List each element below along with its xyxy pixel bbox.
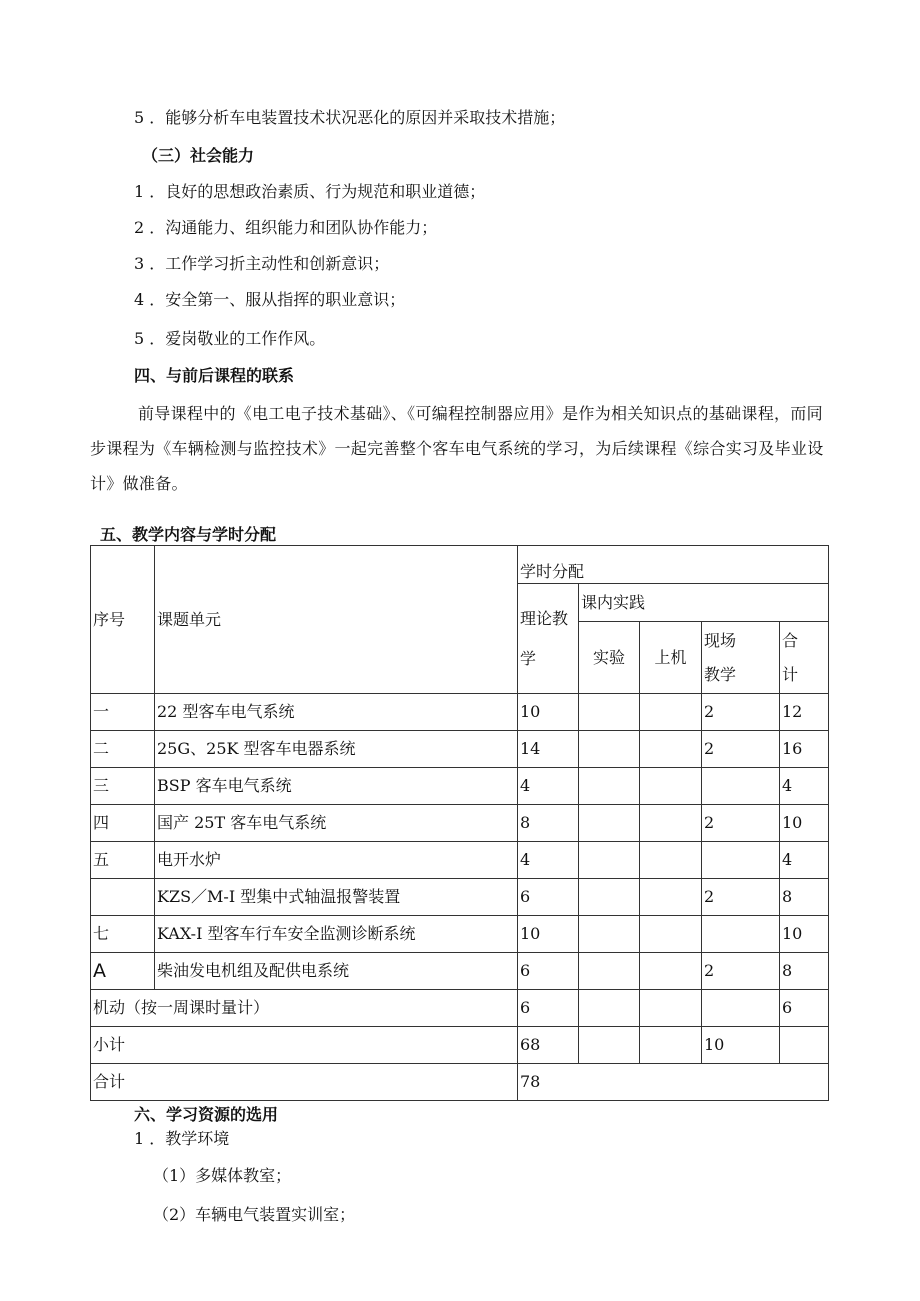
header-field-line1: 现场 [704,630,737,650]
teaching-environment: 1 ．教学环境 [134,1129,230,1148]
row-unit: 柴油发电机组及配供电系统 [155,953,518,990]
resources-heading: 六、学习资源的选用 [134,1105,279,1124]
course-relation-paragraph: 前导课程中的《电工电子技术基础》、《可编程控制器应用》是作为相关知识点的基础课程，而同步课程为《车辆检测与监控技术》一起完善整个客车电气系统的学习，为后续课程《综合实习及毕业设计》做准备。 [90,404,824,493]
row-total: 16 [780,731,829,768]
row-field: 2 [702,953,780,990]
subtotal-theory: 68 [518,1027,579,1064]
table-row [91,805,829,842]
resource-item-2: （2）车辆电气装置实训室； [153,1205,356,1224]
row-computer [640,953,702,990]
row-theory: 4 [518,842,579,879]
row-seq [91,879,155,916]
header-total-line1: 合 [782,630,799,650]
reserve-row [91,990,829,1027]
grand-total-value: 78 [518,1064,829,1101]
row-theory: 4 [518,768,579,805]
header-seq: 序号 [91,546,155,694]
row-unit: 22 型客车电气系统 [155,694,518,731]
header-theory-line2: 学 [520,648,537,668]
row-total: 12 [780,694,829,731]
row-computer [640,694,702,731]
row-computer [640,842,702,879]
reserve-computer [640,990,702,1027]
row-field: 2 [702,731,780,768]
row-seq: A [91,953,155,990]
header-theory [518,584,579,694]
row-experiment [579,731,640,768]
row-seq: 一 [91,694,155,731]
subtotal-experiment [579,1027,640,1064]
subtotal-label: 小计 [91,1027,518,1064]
row-experiment [579,694,640,731]
row-seq: 五 [91,842,155,879]
table-row [91,731,829,768]
table-row [91,879,829,916]
header-total [780,622,829,694]
row-experiment [579,916,640,953]
row-field: 2 [702,879,780,916]
table-row [91,916,829,953]
course-relation-heading: 四、与前后课程的联系 [134,366,295,385]
row-unit: 电开水炉 [155,842,518,879]
row-theory: 6 [518,953,579,990]
row-theory: 10 [518,916,579,953]
header-theory-line1: 理论教 [520,608,569,628]
row-total: 10 [780,916,829,953]
row-computer [640,731,702,768]
subtotal-field: 10 [702,1027,780,1064]
subtotal-computer [640,1027,702,1064]
row-seq: 二 [91,731,155,768]
subtotal-total [780,1027,829,1064]
reserve-field [702,990,780,1027]
row-experiment [579,842,640,879]
row-experiment [579,805,640,842]
reserve-label: 机动（按一周课时量计） [91,990,518,1027]
social-item-4: 4 ．安全第一、服从指挥的职业意识； [134,290,406,309]
row-seq: 四 [91,805,155,842]
row-unit: BSP 客车电气系统 [155,768,518,805]
row-unit: 国产 25T 客车电气系统 [155,805,518,842]
row-computer [640,879,702,916]
grand-total-label: 合计 [91,1064,518,1101]
header-field-teaching [702,622,780,694]
row-theory: 8 [518,805,579,842]
header-unit: 课题单元 [155,546,518,694]
header-field-line2: 教学 [704,664,737,684]
social-item-1: 1 ．良好的思想政治素质、行为规范和职业道德； [134,182,486,201]
header-in-class-practice: 课内实践 [579,584,829,622]
table-row [91,694,829,731]
social-item-3: 3 ．工作学习折主动性和创新意识； [134,254,390,273]
row-theory: 6 [518,879,579,916]
social-ability-heading: （三）社会能力 [142,146,255,165]
reserve-total: 6 [780,990,829,1027]
header-hours-allocation: 学时分配 [518,546,829,584]
row-seq: 三 [91,768,155,805]
table-row [91,842,829,879]
table-row [91,953,829,990]
row-field: 2 [702,805,780,842]
social-item-5: 5 ．爱岗敬业的工作作风。 [134,329,326,348]
hours-allocation-table [90,545,829,1101]
resource-item-1: （1）多媒体教室； [153,1166,292,1185]
row-unit: KAX-I 型客车行车安全监测诊断系统 [155,916,518,953]
grand-total-row [91,1064,829,1101]
row-theory: 10 [518,694,579,731]
reserve-theory: 6 [518,990,579,1027]
row-field [702,768,780,805]
social-item-2: 2 ．沟通能力、组织能力和团队协作能力； [134,218,438,237]
row-field: 2 [702,694,780,731]
header-experiment: 实验 [579,622,640,694]
row-total: 4 [780,842,829,879]
header-computer: 上机 [640,622,702,694]
row-computer [640,805,702,842]
row-seq: 七 [91,916,155,953]
row-total: 8 [780,953,829,990]
row-total: 8 [780,879,829,916]
row-computer [640,916,702,953]
row-unit: KZS／M-I 型集中式轴温报警装置 [155,879,518,916]
header-total-line2: 计 [782,664,799,684]
row-theory: 14 [518,731,579,768]
row-unit: 25G、25K 型客车电器系统 [155,731,518,768]
row-field [702,916,780,953]
subtotal-row [91,1027,829,1064]
row-experiment [579,879,640,916]
row-experiment [579,953,640,990]
reserve-experiment [579,990,640,1027]
row-total: 10 [780,805,829,842]
content-allocation-heading: 五、教学内容与学时分配 [100,525,277,544]
row-computer [640,768,702,805]
table-row [91,768,829,805]
ability-item-5: 5 ．能够分析车电装置技术状况恶化的原因并采取技术措施； [134,108,566,127]
row-field [702,842,780,879]
row-total: 4 [780,768,829,805]
row-experiment [579,768,640,805]
